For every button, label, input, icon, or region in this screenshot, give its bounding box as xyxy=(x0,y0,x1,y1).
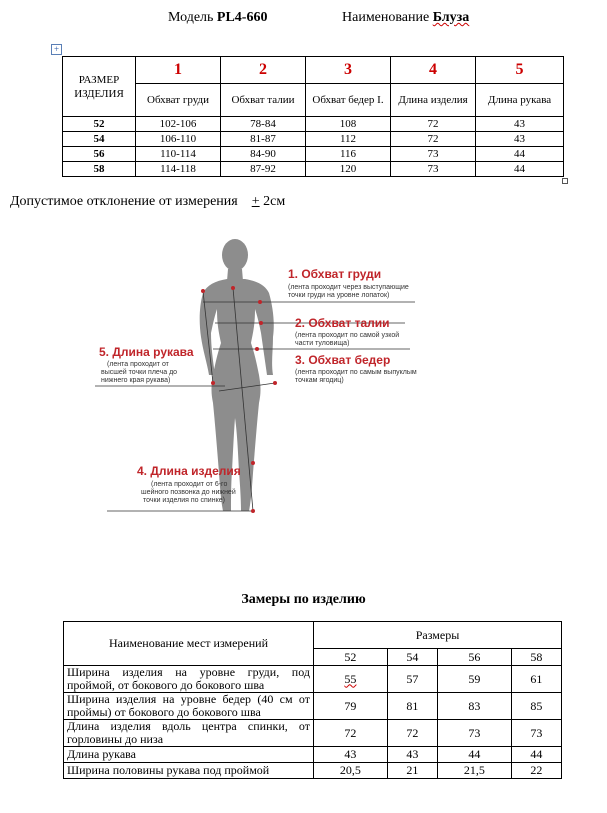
label-length-note-3: точки изделия по спинке) xyxy=(143,497,225,504)
cell: 43 xyxy=(314,747,388,763)
cell: 21,5 xyxy=(437,763,511,779)
cell: 85 xyxy=(511,693,561,720)
col-label-hips: Обхват бедер I. xyxy=(306,84,391,117)
cell: 55 xyxy=(344,671,357,686)
cell: 73 xyxy=(437,720,511,747)
cell: 44 xyxy=(476,147,564,162)
size-table xyxy=(62,56,564,177)
tolerance-text: Допустимое отклонение от измерения xyxy=(10,194,238,209)
cell: 120 xyxy=(306,162,391,177)
cell: 59 xyxy=(437,666,511,693)
size-col-header: 54 xyxy=(387,649,437,666)
name-line xyxy=(342,10,469,26)
cell: 73 xyxy=(391,147,476,162)
label-sleeve-note-1: (лента проходит от xyxy=(107,361,169,368)
cell: 84-90 xyxy=(221,147,306,162)
col-num-5: 5 xyxy=(476,57,564,84)
label-length-note-1: (лента проходит от 6-го xyxy=(151,481,228,488)
label-waist-note-2: части туловища) xyxy=(295,340,350,347)
size-col-header: 52 xyxy=(314,649,388,666)
cell: 73 xyxy=(391,162,476,177)
cell: 78-84 xyxy=(221,117,306,132)
col-num-1: 1 xyxy=(136,57,221,84)
size-col-header: 56 xyxy=(437,649,511,666)
label-waist-title: 2. Обхват талии xyxy=(295,316,390,330)
col-label-sleeve: Длина рукава xyxy=(476,84,564,117)
cell: 114-118 xyxy=(136,162,221,177)
cell: 87-92 xyxy=(221,162,306,177)
table-row xyxy=(64,666,562,693)
name-value: Блуза xyxy=(432,10,470,25)
tolerance-value: 2см xyxy=(259,194,286,209)
row-size: 56 xyxy=(63,147,136,162)
cell: 108 xyxy=(306,117,391,132)
row-size: 52 xyxy=(63,117,136,132)
row-name: Ширина изделия на уровне груди, под проймой, от бокового до бокового шва xyxy=(64,666,314,693)
measurement-figure xyxy=(95,233,495,523)
cell: 44 xyxy=(437,747,511,763)
col-num-4: 4 xyxy=(391,57,476,84)
cell: 61 xyxy=(511,666,561,693)
table-row xyxy=(64,747,562,763)
cell: 110-114 xyxy=(136,147,221,162)
cell: 72 xyxy=(387,720,437,747)
cell: 72 xyxy=(391,132,476,147)
label-length-note-2: шейного позвонка до нижней xyxy=(141,489,236,496)
model-code: PL4-660 xyxy=(216,10,268,25)
measure-table-title: Замеры по изделию xyxy=(241,592,366,607)
table-row xyxy=(64,720,562,747)
table-row xyxy=(63,117,564,132)
label-sleeve-note-3: нижнего края рукава) xyxy=(101,377,171,384)
cell: 116 xyxy=(306,147,391,162)
name-label: Наименование xyxy=(342,10,430,25)
row-name: Длина рукава xyxy=(64,747,314,763)
tolerance-line xyxy=(10,194,285,210)
row-name: Ширина изделия на уровне бедер (40 см от проймы) от бокового до бокового шва xyxy=(64,693,314,720)
cell: 106-110 xyxy=(136,132,221,147)
cell: 43 xyxy=(476,132,564,147)
row-name: Длина изделия вдоль центра спинки, от горловины до низа xyxy=(64,720,314,747)
cell: 20,5 xyxy=(314,763,388,779)
label-sleeve-title: 5. Длина рукава xyxy=(99,345,194,359)
cell: 73 xyxy=(511,720,561,747)
row-name: Ширина половины рукава под проймой xyxy=(64,763,314,779)
model-line xyxy=(168,10,267,26)
col-label-length: Длина изделия xyxy=(391,84,476,117)
col-label-waist: Обхват талии xyxy=(221,84,306,117)
table-row xyxy=(64,693,562,720)
name-header-cell: Наименование мест измерений xyxy=(64,622,314,666)
label-hips-note-1: (лента проходит по самым выпуклым xyxy=(295,369,417,376)
label-hips-title: 3. Обхват бедер xyxy=(295,353,391,367)
cell: 57 xyxy=(387,666,437,693)
row-size: 54 xyxy=(63,132,136,147)
cell: 112 xyxy=(306,132,391,147)
tolerance-sign: + xyxy=(251,194,260,209)
table-row xyxy=(64,763,562,779)
measure-table xyxy=(63,621,562,779)
table-row xyxy=(63,162,564,177)
label-chest-title: 1. Обхват груди xyxy=(288,267,382,281)
cell: 72 xyxy=(391,117,476,132)
cell: 81 xyxy=(387,693,437,720)
size-header-cell: РАЗМЕР ИЗДЕЛИЯ xyxy=(63,57,136,117)
cell: 102-106 xyxy=(136,117,221,132)
table-row xyxy=(63,132,564,147)
label-chest-note-2: точки груди на уровне лопаток) xyxy=(288,292,390,299)
cell: 72 xyxy=(314,720,388,747)
label-sleeve-note-2: высшей точки плеча до xyxy=(101,369,178,376)
table-resize-handle-icon[interactable] xyxy=(562,178,568,184)
cell: 43 xyxy=(476,117,564,132)
model-label: Модель xyxy=(168,10,214,25)
label-length-title: 4. Длина изделия xyxy=(137,464,241,478)
table-move-handle-icon[interactable]: + xyxy=(51,44,62,55)
cell: 44 xyxy=(476,162,564,177)
sizes-header-cell: Размеры xyxy=(314,622,562,649)
label-waist-note-1: (лента проходит по самой узкой xyxy=(295,332,400,339)
size-col-header: 58 xyxy=(511,649,561,666)
col-label-chest: Обхват груди xyxy=(136,84,221,117)
label-hips-note-2: точкам ягодиц) xyxy=(295,377,344,384)
cell: 43 xyxy=(387,747,437,763)
table-row xyxy=(63,147,564,162)
col-num-2: 2 xyxy=(221,57,306,84)
cell: 81-87 xyxy=(221,132,306,147)
row-size: 58 xyxy=(63,162,136,177)
cell: 44 xyxy=(511,747,561,763)
cell: 83 xyxy=(437,693,511,720)
label-chest-note-1: (лента проходит через выступающие xyxy=(288,284,409,291)
cell: 22 xyxy=(511,763,561,779)
cell: 21 xyxy=(387,763,437,779)
cell: 79 xyxy=(314,693,388,720)
col-num-3: 3 xyxy=(306,57,391,84)
